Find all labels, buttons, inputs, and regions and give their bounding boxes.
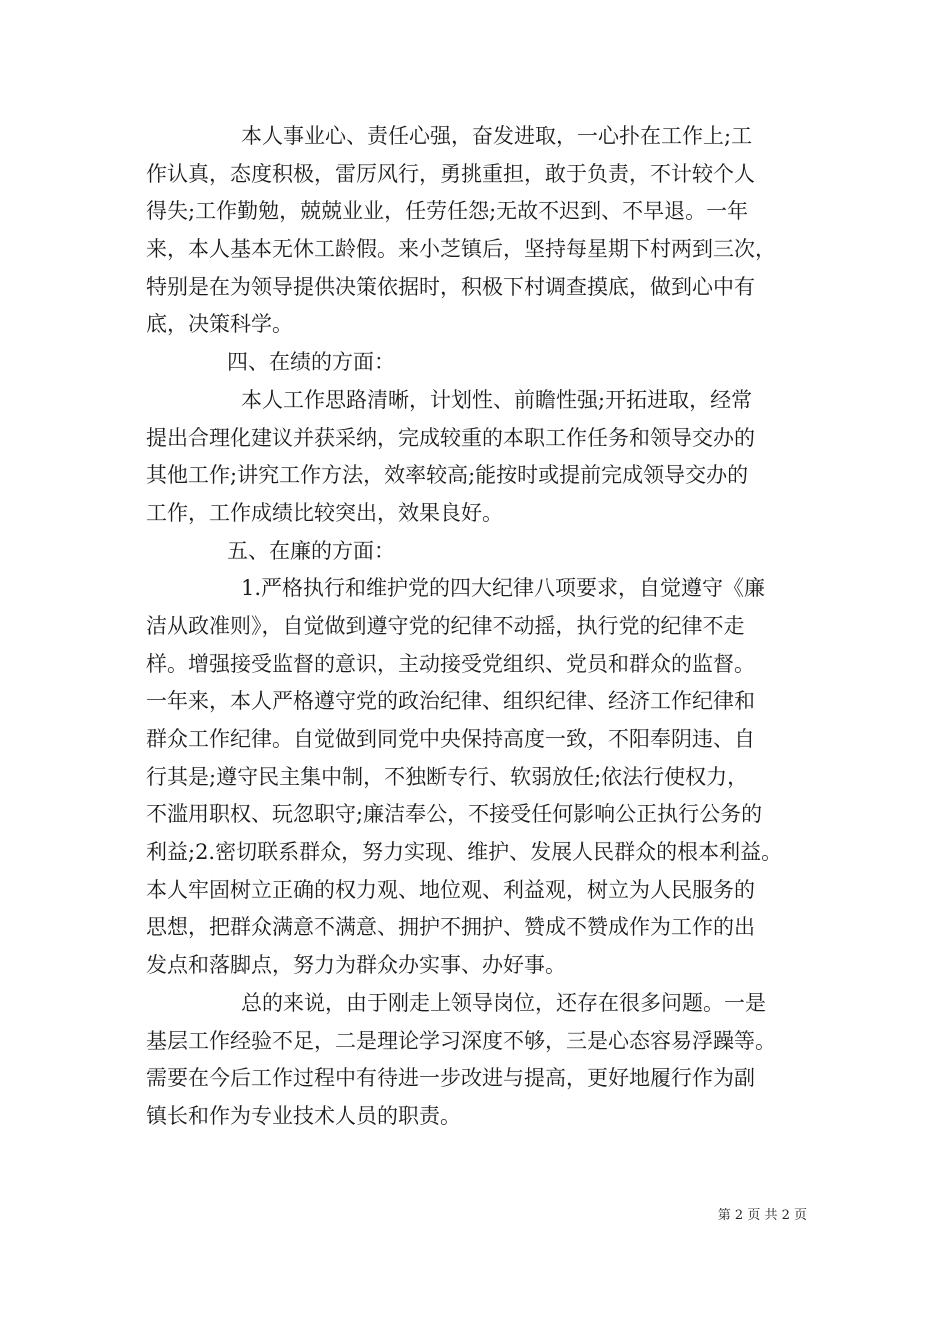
- paragraph-line: 得失;工作勤勉，兢兢业业，任劳任怨;无故不迟到、不早退。一年: [146, 199, 749, 224]
- paragraph-line: 来，本人基本无休工龄假。来小芝镇后，坚持每星期下村两到三次，: [146, 237, 776, 262]
- section-heading: 五、在廉的方面：: [227, 538, 395, 563]
- paragraph-line: 基层工作经验不足，二是理论学习深度不够，三是心态容易浮躁等。: [146, 1028, 776, 1053]
- paragraph-line: 利益;2.密切联系群众，努力实现、维护、发展人民群众的根本利益。: [146, 840, 783, 865]
- paragraph-line: 思想，把群众满意不满意、拥护不拥护、赞成不赞成作为工作的出: [146, 915, 755, 940]
- paragraph-line: 底，决策科学。: [146, 312, 293, 337]
- paragraph-line: 1.严格执行和维护党的四大纪律八项要求，自觉遵守《廉: [241, 576, 766, 601]
- paragraph-line: 一年来，本人严格遵守党的政治纪律、组织纪律、经济工作纪律和: [146, 689, 755, 714]
- paragraph-line: 需要在今后工作过程中有待进一步改进与提高，更好地履行作为副: [146, 1066, 755, 1091]
- paragraph-line: 提出合理化建议并获采纳，完成较重的本职工作任务和领导交办的: [146, 425, 755, 450]
- section-heading: 四、在绩的方面：: [227, 350, 395, 375]
- paragraph-line: 本人工作思路清晰，计划性、前瞻性强;开拓进取，经常: [241, 387, 753, 412]
- paragraph-line: 镇长和作为专业技术人员的职责。: [146, 1103, 461, 1128]
- paragraph-line: 本人牢固树立正确的权力观、地位观、利益观，树立为人民服务的: [146, 877, 755, 902]
- paragraph-line: 群众工作纪律。自觉做到同党中央保持高度一致，不阳奉阴违、自: [146, 727, 755, 751]
- paragraph-line: 作认真，态度积极，雷厉风行，勇挑重担，敢于负责，不计较个人: [146, 161, 755, 186]
- paragraph-line: 样。增强接受监督的意识，主动接受党组织、党员和群众的监督。: [146, 651, 755, 676]
- paragraph-line: 行其是;遵守民主集中制，不独断专行、软弱放任;依法行使权力，: [146, 764, 749, 789]
- paragraph-line: 特别是在为领导提供决策依据时，积极下村调查摸底，做到心中有: [146, 274, 755, 299]
- paragraph-line: 总的来说，由于刚走上领导岗位，还存在很多问题。一是: [241, 990, 766, 1015]
- paragraph-line: 不滥用职权、玩忽职守;廉洁奉公，不接受任何影响公正执行公务的: [146, 802, 763, 827]
- paragraph-line: 工作，工作成绩比较突出，效果良好。: [146, 500, 503, 525]
- paragraph-line: 其他工作;讲究工作方法，效率较高;能按时或提前完成领导交办的: [146, 463, 749, 488]
- document-body: [146, 118, 810, 1136]
- paragraph-line: 发点和落脚点，努力为群众办实事、办好事。: [146, 953, 566, 978]
- page-number: 第 2 页 共 2 页: [717, 1208, 807, 1223]
- paragraph-line: 本人事业心、责任心强，奋发进取，一心扑在工作上;工: [241, 124, 753, 148]
- paragraph-line: 洁从政准则》，自觉做到遵守党的纪律不动摇，执行党的纪律不走: [146, 613, 745, 638]
